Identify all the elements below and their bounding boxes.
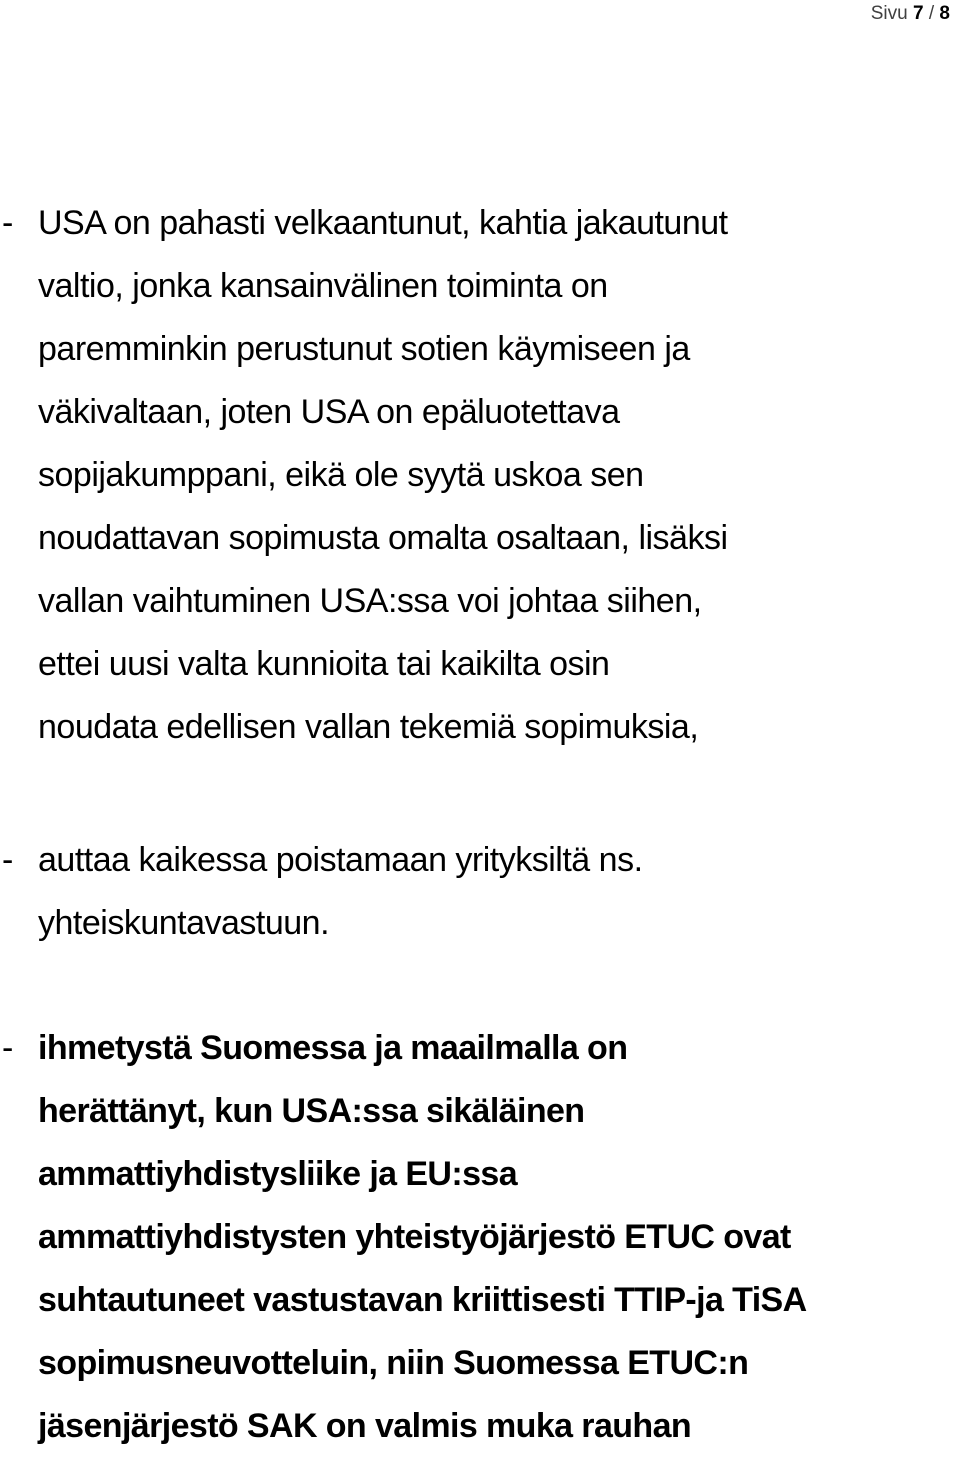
bullet-marker: - [2, 1029, 14, 1067]
text-line: auttaa kaikessa poistamaan yrityksiltä ns. [38, 841, 643, 879]
bullet-text [38, 1017, 958, 1458]
text-line: vallan vaihtuminen USA:ssa voi johtaa siihen, [38, 582, 702, 620]
text-line: noudattavan sopimusta omalta osaltaan, lisäksi [38, 519, 728, 557]
text-line: valtio, jonka kansainvälinen toiminta on [38, 267, 608, 305]
bullet-text [38, 829, 958, 955]
text-line: ammattiyhdistysliike ja EU:ssa [38, 1155, 518, 1193]
bullet-marker: - [2, 204, 14, 242]
text-line: suhtautuneet vastustavan kriittisesti TTIP-ja TiSA [38, 1281, 807, 1319]
text-line: paremminkin perustunut sotien käymiseen ja [38, 330, 690, 368]
text-line: USA on pahasti velkaantunut, kahtia jakautunut [38, 204, 728, 242]
text-line: ihmetystä Suomessa ja maailmalla on [38, 1029, 628, 1067]
text-line: sopimusneuvotteluin, niin Suomessa ETUC:n [38, 1344, 749, 1382]
text-line: jäsenjärjestö SAK on valmis muka rauhan [38, 1407, 692, 1445]
page-number [871, 2, 950, 26]
text-line: ettei uusi valta kunnioita tai kaikilta osin [38, 645, 610, 683]
bullet-text [38, 192, 958, 759]
text-line: ammattiyhdistysten yhteistyöjärjestö ETUC ovat [38, 1218, 791, 1256]
total-pages: 8 [939, 3, 950, 24]
text-line: sopijakumppani, eikä ole syytä uskoa sen [38, 456, 644, 494]
page-label: Sivu [870, 3, 908, 24]
text-line: yhteiskuntavastuun. [38, 904, 330, 942]
current-page: 7 [913, 3, 924, 24]
text-line: väkivaltaan, joten USA on epäluotettava [38, 393, 620, 431]
page-separator: / [928, 3, 935, 24]
text-line: herättänyt, kun USA:ssa sikäläinen [38, 1092, 585, 1130]
bullet-marker: - [2, 841, 14, 879]
text-line: noudata edellisen vallan tekemiä sopimuksia, [38, 708, 699, 746]
